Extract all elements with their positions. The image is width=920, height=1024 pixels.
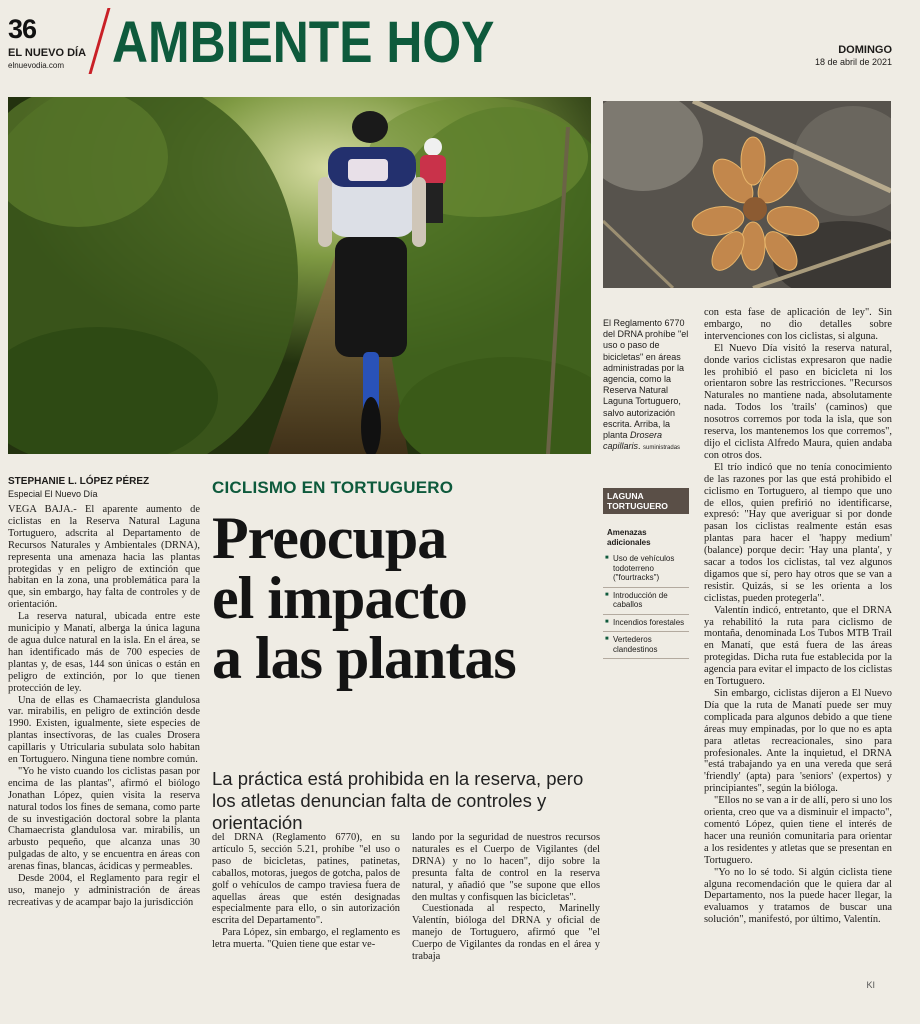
body-paragraph: con esta fase de aplicación de ley". Sin embargo, no dio detalles sobre intervenciones con los ciclistas, si alguna. [704,307,892,342]
body-paragraph: VEGA BAJA.- El aparente aumento de ciclistas en la Reserva Natural Laguna Tortuguero, adscrita al Departamento de Recursos Naturales y Ambientales (DRNA), representa una amenaza hacia las plantas protegidas y en peligro de extinción que habitan en la zona, una problemática para la que, sin embargo, hay falta de controles y de orientación. [8,504,200,611]
folio-mark: KI [866,980,875,990]
body-paragraph: Una de ellas es Chamaecrista glandulosa var. mirabilis, en peligro de extinción desde 1990. Existen, igualmente, siete especies de plantas insectívoras, de las cuales Drosera capillaris y Utricularia subulata solo habitan en Tortuguero. Ninguna tiene nombre común. [8,694,200,766]
caption-species: Drosera capillaris [603,430,663,452]
headline-line: a las plantas [212,625,516,691]
subheadline: La práctica está prohibida en la reserva, pero los atletas denuncian falta de controles y orientación [212,768,584,833]
paper-url: elnuevodia.com [8,61,65,70]
body-paragraph: Desde 2004, el Reglamento para regir el uso, manejo y administración de áreas recreativas y de acampar bajo la jurisdicción [8,873,200,908]
body-paragraph: Sin embargo, ciclistas dijeron a El Nuevo Día que la ruta de Manatí puede ser muy complicada para algunos debido a que tiene áreas muy empinadas, por lo que no es apta para atletas recreacionales, sino para profesionales. Ante la inquietud, el DRNA "está trabajando ya en una vereda que será 'friendly' (apta) para 'seniors' (expertos) y principiantes", según la bióloga. [704,688,892,795]
byline-name: STEPHANIE L. LÓPEZ PÉREZ [8,476,150,487]
body-column-left [8,504,200,909]
paper-name: EL NUEVO DÍA [8,47,87,59]
byline-role: Especial El Nuevo Día [8,489,98,499]
section-title: AMBIENTE HOY [112,10,495,75]
body-paragraph: del DRNA (Reglamento 6770), en su artículo 5, sección 5.21, prohíbe "el uso o paso de bicicletas, patines, patinetas, caballos, motoras, juegos de gotcha, palos de golf o vehículos de campo traviesa fuera de aquellas áreas que estén designadas especialmente para ello, o sin autorización escrita del Departamento". [212,832,400,927]
body-paragraph: El trío indicó que no tenía conocimiento de las razones por las que está prohibido el ciclismo en Tortuguero, al tiempo que uno de ellos, quien prefirió no identificarse, expresó: "Hay que averiguar si por donde pasan los ciclistas realmente están esas plantas para hacer el 'happy medium' (balance) porque decir: 'Hay una planta', y sacar a todos los ciclistas, tal vez algunos digamos que sí, pero hay otros que se van a resistir. Quizás, si se les orienta a los ciclistas, pueden protegerla". [704,461,892,604]
sidebar-item: ■ Uso de vehículos todoterreno ("fourtracks") [603,551,689,588]
issue-day: DOMINGO [838,44,892,56]
body-paragraph: "Yo he visto cuando los ciclistas pasan por encima de las plantas", afirmó el biólogo Jonathan López, quien visita la reserva natural todos los fines de semana, como parte de su investigación doctoral sobre la planta Chamaecrista glandulosa var. mirabilis, un arbusto pequeño, que alcanza unas 30 pulgadas de alto, y se encuentra en áreas con arenas finas, blancas, ácidicas y permeables. [8,765,200,873]
sidebar-item: ■ Vertederos clandestinos [603,632,689,659]
body-paragraph: Valentín indicó, entretanto, que el DRNA ya rehabilitó la ruta para ciclismo de montaña, denominada Los Tubos MTB Trail en Manatí, que está fuera de las áreas protegidas. Dicha ruta fue establecida por la agencia para evitar el impacto de los ciclistas en Tortuguero. [704,604,892,688]
caption-text: El Reglamento 6770 del DRNA prohíbe "el uso o paso de bicicletas" en áreas administradas por la agencia, como la Reserva Natural Laguna Tortuguero, salvo autorización escrita. Arriba, la planta [603,318,689,441]
body-paragraph: "Ellos no se van a ir de allí, pero si uno los orienta, creo que va a disminuir el impacto", comentó López, quien tiene el interés de hacer una reunión comunitaria para orientar a los residentes y atletas que se presentan en Tortuguero. [704,795,892,866]
page-number: 36 [8,14,37,44]
body-paragraph: "Yo no lo sé todo. Si algún ciclista tiene alguna recomendación que le quiera dar al Departamento, nos la puede hacer llegar, la evaluamos y tratamos de buscar una solución", manifestó, por último, Valentín. [704,866,892,926]
sidebar-item: ■ Introducción de caballos [603,588,689,615]
body-paragraph: Cuestionada al respecto, Marinelly Valentín, bióloga del DRNA y oficial de manejo de Tortuguero, afirmó que "el Cuerpo de Vigilantes da rondas en el área y trabaja [412,903,600,963]
drosera-plant-photo [603,101,891,288]
sidebar-threats [603,488,689,659]
body-paragraph: La reserva natural, ubicada entre este municipio y Manatí, alberga la única laguna de agua dulce natural en la isla. En el área, se han identificado más de 700 especies de plantas y, de esas, 144 son únicas o están en peligro de extinción, por lo que tienen protección de ley. [8,611,200,694]
sidebar-subtitle: Amenazas adicionales [607,528,651,547]
body-column-middle-2 [412,832,600,963]
headline-line: el impacto [212,565,467,631]
caption-credit: suministradas [643,445,681,452]
issue-date: 18 de abril de 2021 [814,57,892,67]
photo-caption: El Reglamento 6770 del DRNA prohíbe "el uso o paso de bicicletas" en áreas administradas por la agencia, como la Reserva Natural Laguna Tortuguero, salvo autorización escrita. Arriba, la planta Drosera capillaris. suministradas [603,318,689,452]
body-column-right [704,307,892,926]
body-column-middle-1 [212,832,400,951]
cyclists-trail-photo [8,97,591,454]
body-paragraph: Para López, sin embargo, el reglamento es letra muerta. "Quien tiene que estar ve- [212,927,400,951]
sidebar-item: ■ Incendios forestales [603,615,689,633]
headline-line: Preocupa [212,505,447,571]
body-paragraph: El Nuevo Día visitó la reserva natural, donde varios ciclistas expresaron que nadie les prohibió el paso en bicicleta ni los orientaron sobre las restricciones. "Recursos Naturales no mantiene nada, absolutamente nada. Todos los 'trails' (caminos) que nosotros corremos por toda la isla, que son reserva, los mantenemos los que corremos", dijo el ciclista Alfredo Maura, quien andaba con otros dos. [704,342,892,461]
section-divider [89,8,111,74]
sidebar-title: LAGUNA TORTUGUERO [603,488,689,514]
headline [212,505,592,691]
sidebar-list [603,551,689,659]
kicker: CICLISMO EN TORTUGUERO [212,478,454,497]
body-paragraph: lando por la seguridad de nuestros recursos naturales es el Cuerpo de Vigilantes (del DRNA) y no lo hacen", dijo sobre la presunta falta de control en la reserva natural, y añadió que "se supone que ellos den multas y confisquen las bicicletas". [412,832,600,903]
